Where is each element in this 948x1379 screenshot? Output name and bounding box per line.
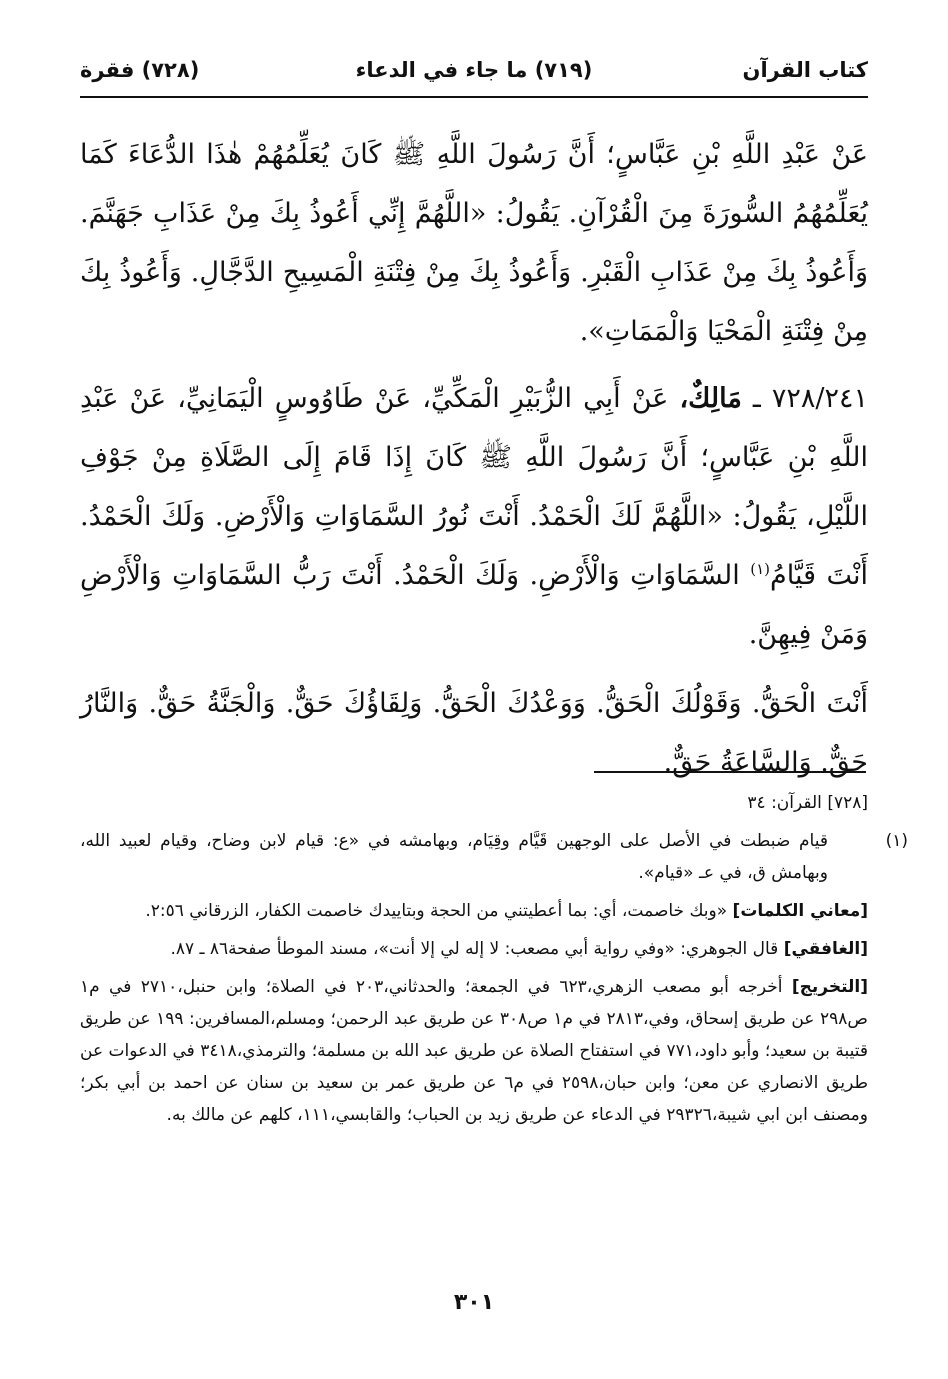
hadith-text-continued: عَنْ عَبْدِ اللَّهِ بْنِ عَبَّاسٍ؛ أَنَّ رَسُولَ اللَّهِ ﷺ كَانَ يُعَلِّمُهُمْ هٰذَا الدُّعَاءَ كَمَا يُعَلِّمُهُمُ السُّورَةَ مِنَ الْقُرْآنِ. يَقُولُ: «اللَّهُمَّ إِنِّي أَعُوذُ بِكَ مِنْ عَذَابِ جَهَنَّمَ. وَأَعُوذُ بِكَ مِنْ عَذَابِ الْقَبْرِ. وَأَعُوذُ بِكَ مِنْ فِتْنَةِ الْمَسِيحِ الدَّجَّالِ. وَأَعُوذُ بِكَ مِنْ فِتْنَةِ الْمَحْيَا وَالْمَمَاتِ». — [80, 139, 868, 347]
reference-note — [80, 787, 868, 819]
maani-text: «وبك خاصمت، أي: بما أعطيتني من الحجة وبتاييدك خاصمت الكفار، الزرقاني ٢:٥٦. — [145, 901, 733, 921]
hadith-text-b: السَّمَاوَاتِ وَالْأَرْضِ. وَلَكَ الْحَمْدُ. أَنْتَ رَبُّ السَّمَاوَاتِ وَالْأَرْضِ وَمَنْ فِيهِنَّ. — [80, 560, 868, 650]
ghafiqi-text: قال الجوهري: «وفي رواية أبي مصعب: لا إله لي إلا أنت»، مسند الموطأ صفحة٨٦ ـ ٨٧. — [170, 939, 784, 959]
reference-text: القرآن: ٣٤ — [747, 793, 822, 813]
hadith-728 — [80, 369, 868, 664]
footnote-1-number: (١) — [885, 831, 908, 851]
header-rule — [80, 96, 868, 98]
footnote-marker: (١) — [750, 560, 771, 578]
maani-note — [80, 895, 868, 927]
footnotes — [80, 787, 908, 1137]
header-chapter-title: (٧١٩) ما جاء في الدعاء — [355, 58, 593, 82]
takhrij-note — [80, 971, 868, 1131]
narrator-name: مَالِكٌ، — [679, 383, 742, 414]
hadith-text-a: عَنْ أَبِي الزُّبَيْرِ الْمَكِّيِّ، عَنْ طَاوُوسٍ الْيَمَانِيِّ، عَنْ عَبْدِ اللَّهِ بْنِ عَبَّاسٍ؛ أَنَّ رَسُولَ اللَّهِ ﷺ كَانَ إِذَا قَامَ إِلَى الصَّلَاةِ مِنْ جَوْفِ اللَّيْلِ، يَقُولُ: «اللَّهُمَّ لَكَ الْحَمْدُ. أَنْتَ نُورُ السَّمَاوَاتِ وَالْأَرْضِ. وَلَكَ الْحَمْدُ. أَنْتَ قَيَّامُ — [80, 383, 868, 591]
ghafiqi-note — [80, 933, 868, 965]
header-book-title: كتاب القرآن — [742, 58, 868, 82]
reference-label: [٧٢٨] — [827, 793, 868, 813]
header-paragraph-number: (٧٢٨) فقرة — [80, 58, 200, 82]
takhrij-text: أخرجه أبو مصعب الزهري،٦٢٣ في الجمعة؛ والحدثاني،٢٠٣ في الصلاة؛ وابن حنبل،٢٧١٠ في م١ ص٢٩٨ عن طريق إسحاق، وفي،٢٨١٣ في م١ ص٣٠٨ عن طريق عبد الرحمن؛ ومسلم،المسافرين: ١٩٩ عن طريق قتيبة بن سعيد؛ وأبو داود،٧٧١ في استفتاح الصلاة عن طريق عبد الله بن مسلمة؛ والترمذي،٣٤١٨ في الدعوات عن طريق الانصاري عن معن؛ وابن حبان،٢٥٩٨ في م٦ عن طريق عمر بن سعيد بن سنان عن احمد بن أبي بكر؛ ومصنف ابن ابي شيبة،٢٩٣٢٦ في الدعاء عن طريق زيد بن الحباب؛ والقابسي،١١١، كلهم عن مالك به. — [80, 977, 869, 1125]
footnote-1 — [80, 825, 908, 889]
page-number: ٣٠١ — [453, 1290, 495, 1315]
footnote-1-text: قيام ضبطت في الأصل على الوجهين قَيَّام وقِيَام، وبهامشه في «ع: قيام لابن وضاح، وقيام لعبيد الله، وبهامش ق، في عـ «قيام». — [80, 831, 828, 883]
hadith-text-final: أَنْتَ الْحَقُّ. وَقَوْلُكَ الْحَقُّ. وَوَعْدُكَ الْحَقُّ. وَلِقَاؤُكَ حَقٌّ. وَالْجَنَّةُ حَقٌّ. وَالنَّارُ حَقٌّ. وَالسَّاعَةُ حَقٌّ. — [80, 688, 868, 778]
ghafiqi-label: [الغافقي] — [783, 939, 868, 959]
maani-label: [معاني الكلمات] — [732, 901, 868, 921]
running-header — [80, 58, 868, 94]
footnote-rule — [594, 771, 866, 773]
hadith-number: ٧٢٨/٢٤١ ـ — [741, 383, 868, 414]
main-text — [80, 125, 868, 792]
takhrij-label: [التخريج] — [791, 977, 869, 997]
